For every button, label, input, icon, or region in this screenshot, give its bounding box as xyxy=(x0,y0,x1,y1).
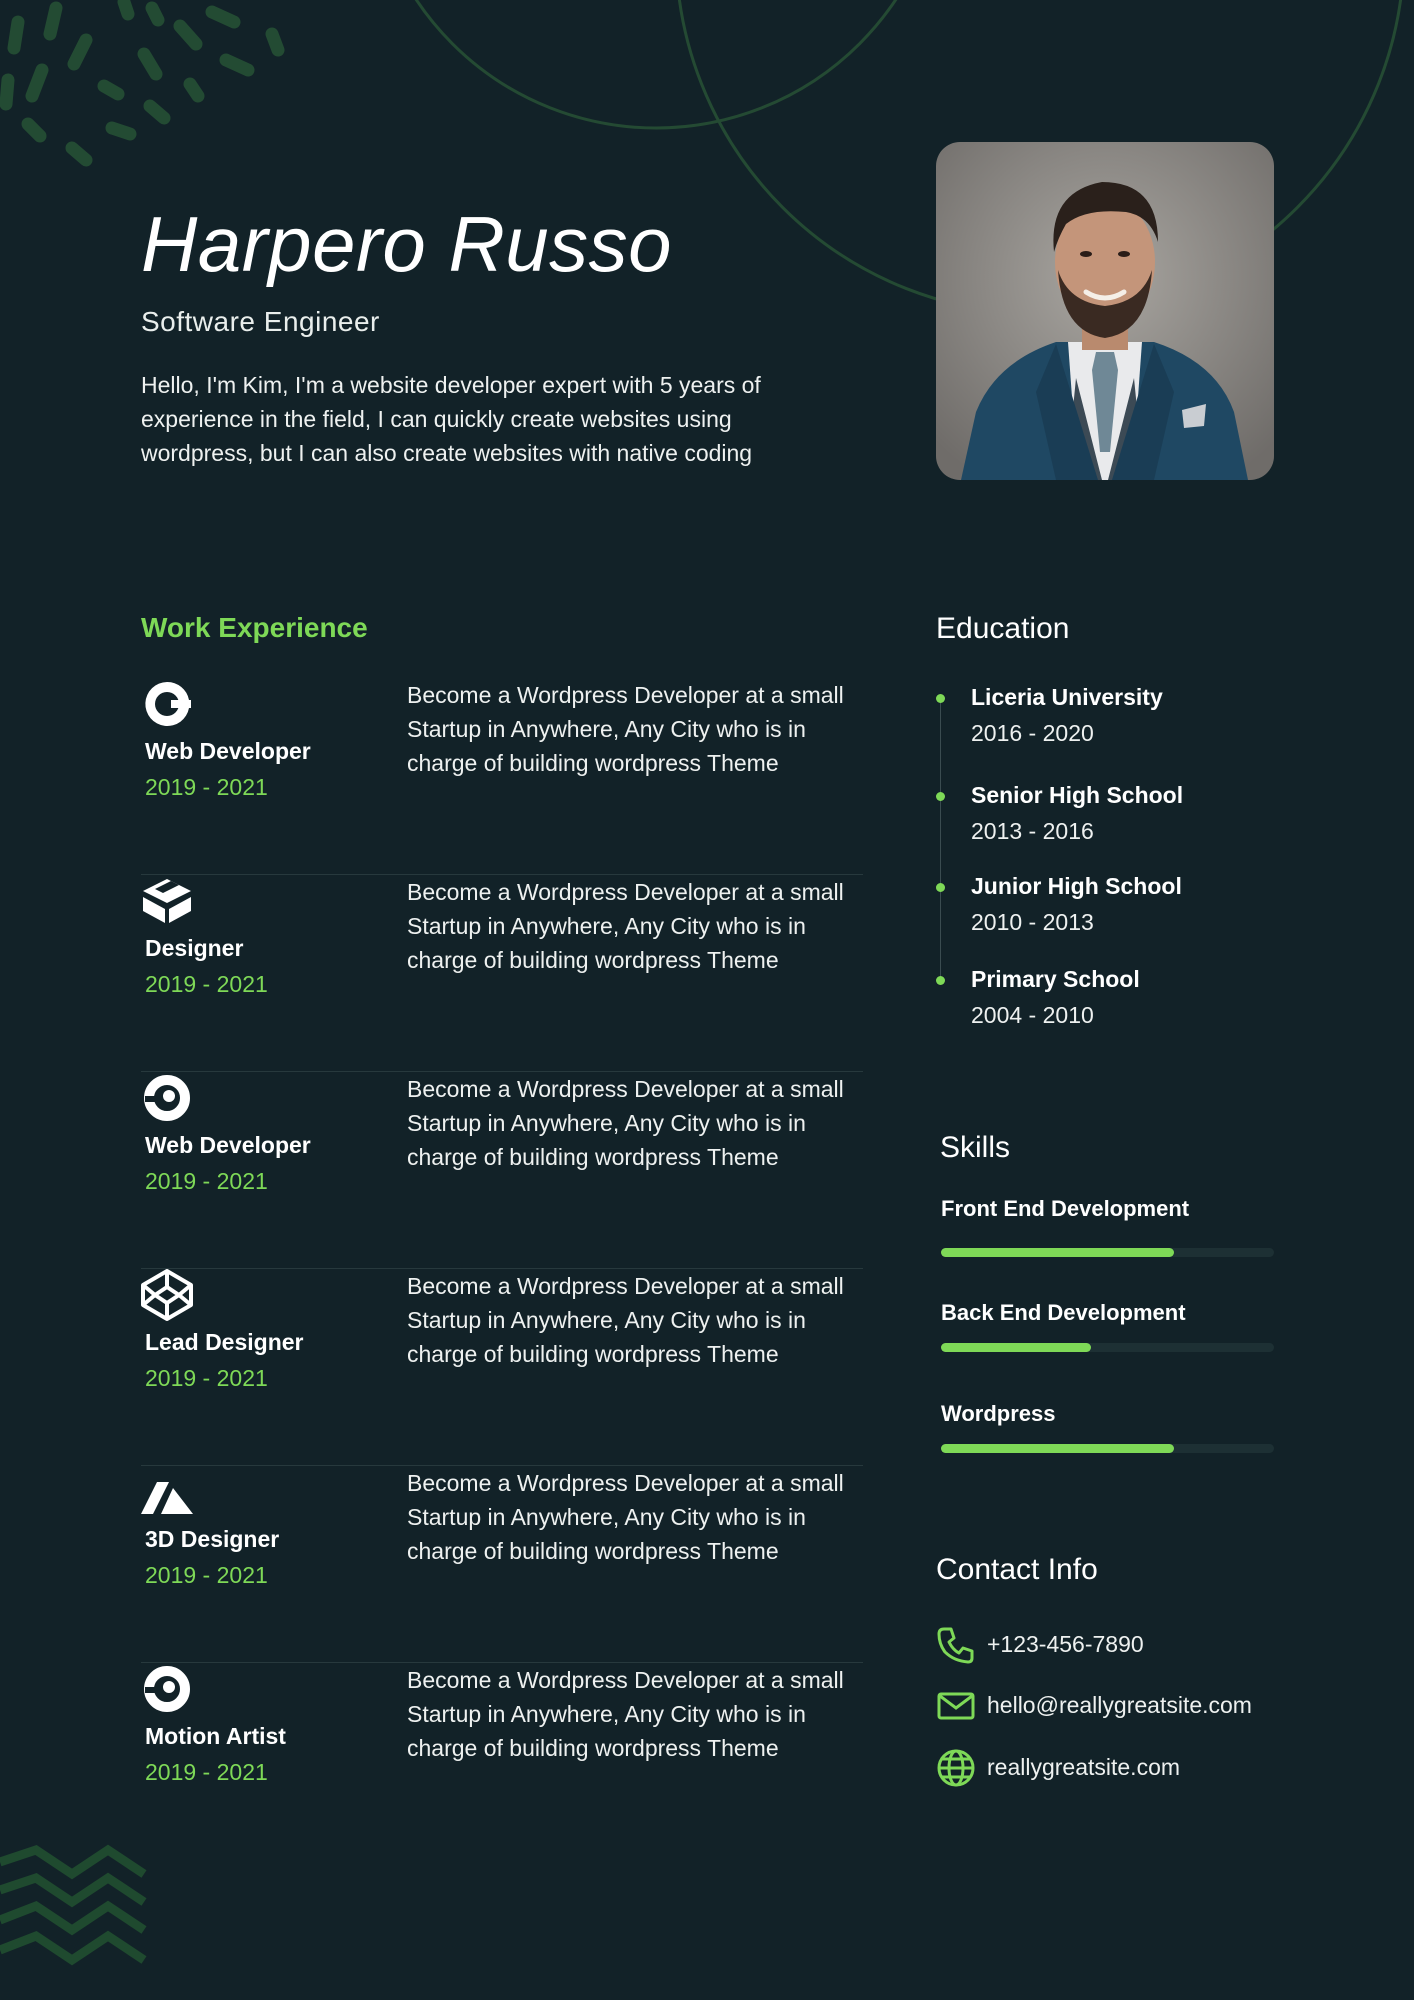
job-role: 3D Designer xyxy=(145,1526,280,1552)
cube-logo-icon xyxy=(141,875,193,927)
work-item xyxy=(141,1269,863,1466)
skill-name: Back End Development xyxy=(941,1300,1186,1325)
resume-name: Harpero Russo xyxy=(141,200,673,288)
contact-info-title: Contact Info xyxy=(936,1553,1098,1586)
work-item xyxy=(141,1466,863,1663)
skill-item xyxy=(941,1401,1274,1427)
school-name: Junior High School xyxy=(971,873,1182,899)
profile-photo xyxy=(936,142,1274,480)
phone-icon xyxy=(936,1625,976,1665)
g-logo-icon xyxy=(141,678,193,730)
school-years: 2013 - 2016 xyxy=(971,818,1094,844)
skills-title: Skills xyxy=(940,1131,1011,1164)
website-url: reallygreatsite.com xyxy=(987,1754,1181,1780)
job-years: 2019 - 2021 xyxy=(145,1365,268,1391)
job-description: Become a Wordpress Developer at a small Startup in Anywhere, Any City who is in charge of building wordpress Theme xyxy=(407,1470,844,1564)
phone-number: +123-456-7890 xyxy=(987,1631,1144,1657)
job-role: Motion Artist xyxy=(145,1723,286,1749)
codepen-logo-icon xyxy=(141,1269,193,1321)
education-timeline-line xyxy=(940,700,941,982)
skill-bar-fill xyxy=(941,1343,1091,1352)
skill-bar-track xyxy=(941,1248,1274,1257)
job-role: Designer xyxy=(145,935,244,961)
work-experience-title: Work Experience xyxy=(141,612,368,643)
timeline-dot xyxy=(936,694,945,703)
job-description: Become a Wordpress Developer at a small Startup in Anywhere, Any City who is in charge of building wordpress Theme xyxy=(407,1667,844,1761)
work-item xyxy=(141,1663,863,1813)
job-description: Become a Wordpress Developer at a small Startup in Anywhere, Any City who is in charge of building wordpress Theme xyxy=(407,1076,844,1170)
work-item xyxy=(141,875,863,1072)
skill-name: Front End Development xyxy=(941,1196,1190,1221)
job-years: 2019 - 2021 xyxy=(145,1759,268,1785)
school-name: Primary School xyxy=(971,966,1140,992)
email-address: hello@reallygreatsite.com xyxy=(987,1692,1252,1718)
education-title: Education xyxy=(936,612,1070,645)
skill-item xyxy=(941,1300,1274,1326)
job-years: 2019 - 2021 xyxy=(145,1168,268,1194)
skill-bar-fill xyxy=(941,1444,1174,1453)
school-years: 2016 - 2020 xyxy=(971,720,1094,746)
skill-bar-fill xyxy=(941,1248,1174,1257)
school-years: 2010 - 2013 xyxy=(971,909,1094,935)
school-name: Senior High School xyxy=(971,782,1184,808)
skill-item xyxy=(941,1196,1274,1222)
resume-role: Software Engineer xyxy=(141,306,380,337)
skill-bar-track xyxy=(941,1444,1274,1453)
work-item xyxy=(141,1072,863,1269)
job-description: Become a Wordpress Developer at a small Startup in Anywhere, Any City who is in charge of building wordpress Theme xyxy=(407,879,844,973)
job-role: Web Developer xyxy=(145,738,311,764)
peaks-logo-icon xyxy=(141,1466,193,1518)
skill-name: Wordpress xyxy=(941,1401,1056,1426)
ring-logo-icon xyxy=(141,1072,193,1124)
resume-bio: Hello, I'm Kim, I'm a website developer expert with 5 years of experience in the field, I can quickly create websites using wordpress, but I can also create websites with native coding xyxy=(141,372,761,466)
timeline-dot xyxy=(936,883,945,892)
school-years: 2004 - 2010 xyxy=(971,1002,1094,1028)
job-years: 2019 - 2021 xyxy=(145,971,268,997)
globe-icon xyxy=(936,1748,976,1788)
job-description: Become a Wordpress Developer at a small Startup in Anywhere, Any City who is in charge of building wordpress Theme xyxy=(407,1273,844,1367)
job-role: Lead Designer xyxy=(145,1329,304,1355)
job-years: 2019 - 2021 xyxy=(145,774,268,800)
job-years: 2019 - 2021 xyxy=(145,1562,268,1588)
skill-bar-track xyxy=(941,1343,1274,1352)
ring-logo-icon xyxy=(141,1663,193,1715)
timeline-dot xyxy=(936,976,945,985)
job-role: Web Developer xyxy=(145,1132,311,1158)
work-item xyxy=(141,678,863,875)
job-description: Become a Wordpress Developer at a small Startup in Anywhere, Any City who is in charge of building wordpress Theme xyxy=(407,682,844,776)
mail-icon xyxy=(936,1686,976,1726)
school-name: Liceria University xyxy=(971,684,1163,710)
timeline-dot xyxy=(936,792,945,801)
